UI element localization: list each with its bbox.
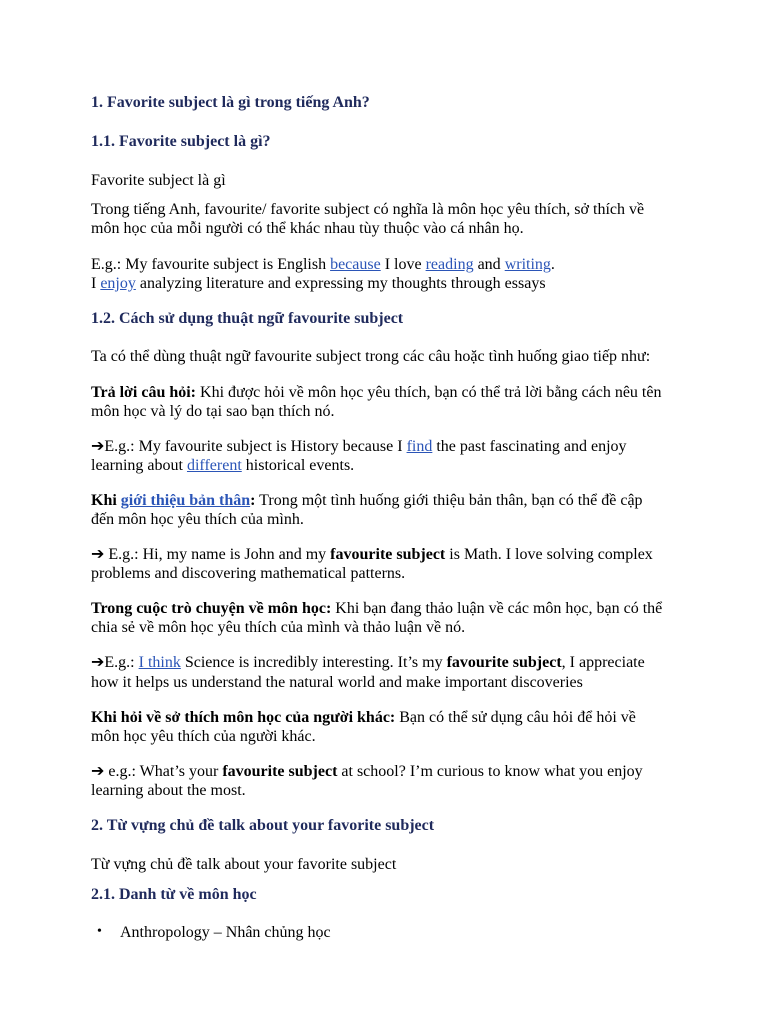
list-item-text: Anthropology – Nhân chủng học [120,924,331,941]
example-bold: favourite subject [222,763,338,780]
heading-1-2: 1.2. Cách sử dụng thuật ngữ favourite subject [91,310,404,327]
image-caption: Favorite subject là gì [91,172,226,189]
usage-asking-line [91,708,636,727]
example-bold: favourite subject [330,546,446,563]
paragraph-line: môn học của mỗi người có thể khác nhau tùy thuộc vào cá nhân họ. [91,220,524,237]
usage-label: : [250,492,256,509]
example-line [91,653,645,672]
link-different[interactable]: different [186,457,242,474]
heading-2-1: 2.1. Danh từ về môn học [91,886,257,903]
arrow-icon: ➔ [91,763,105,780]
usage-text: Khi được hỏi về môn học yêu thích, bạn có thể trả lời bằng cách nêu tên [196,384,662,401]
paragraph-line: Trong tiếng Anh, favourite/ favorite subject có nghĩa là môn học yêu thích, sở thích về [91,201,645,218]
usage-answer-line [91,383,661,402]
example-line: learning about the most. [91,782,246,799]
image-caption: Từ vựng chủ đề talk about your favorite subject [91,856,397,873]
usage-asking-line: môn học yêu thích của người khác. [91,728,316,745]
example-line [91,437,627,456]
example-text: E.g.: My favourite subject is English [91,256,331,273]
example-text: , I appreciate [561,654,645,671]
example-line [91,762,643,781]
example-text: Science is incredibly interesting. It’s my [180,654,447,671]
example-text: E.g.: [104,654,139,671]
usage-text: Trong một tình huống giới thiệu bản thân, bạn có thể đề cập [255,492,643,509]
link-enjoy[interactable]: enjoy [100,275,136,292]
example-text: E.g.: My favourite subject is History because I [104,438,407,455]
heading-section-2: 2. Từ vựng chủ đề talk about your favorite subject [91,817,435,834]
link-find[interactable]: find [406,438,433,455]
example-line: how it helps us understand the natural world and make important discoveries [91,674,583,691]
arrow-icon: ➔ [91,546,105,563]
example-text: historical events. [241,457,355,474]
usage-text: Bạn có thể sử dụng câu hỏi để hỏi về [395,709,636,726]
arrow-icon: ➔ [91,654,105,671]
example-text: analyzing literature and expressing my thoughts through essays [135,275,546,292]
heading-1-1: 1.1. Favorite subject là gì? [91,133,271,150]
example-text: e.g.: What’s your [104,763,223,780]
usage-text: Khi bạn đang thảo luận về các môn học, bạn có thể [331,600,663,617]
usage-conversation-line: chia sẻ về môn học yêu thích của mình và thảo luận về nó. [91,619,466,636]
link-writing[interactable]: writing [504,256,551,273]
usage-answer-line: môn học và lý do tại sao bạn thích nó. [91,403,335,420]
usage-label: Trong cuộc trò chuyện về môn học: [91,600,332,617]
usage-label: Khi [91,492,121,509]
usage-label: Khi hỏi về sở thích môn học của người khác: [91,709,396,726]
link-gioi-thieu-ban-than[interactable]: giới thiệu bản thân [120,492,251,509]
example-text: is Math. I love solving complex [445,546,653,563]
arrow-icon: ➔ [91,438,105,455]
usage-intro-line [91,491,643,510]
usage-conversation-line [91,599,662,618]
example-text: . [550,256,555,273]
example-text: I [91,275,101,292]
example-text: at school? I’m curious to know what you enjoy [337,763,643,780]
example-line [91,456,354,475]
example-text: learning about [91,457,187,474]
example-text: E.g.: Hi, my name is John and my [104,546,331,563]
link-i-think[interactable]: I think [138,654,181,671]
usage-label: Trả lời câu hỏi: [91,384,197,401]
link-because[interactable]: because [330,256,381,273]
example-bold: favourite subject [446,654,562,671]
intro-paragraph: Ta có thể dùng thuật ngữ favourite subject trong các câu hoặc tình huống giao tiếp như: [91,348,651,365]
example-line [91,274,546,293]
heading-section-1: 1. Favorite subject là gì trong tiếng Anh? [91,94,370,111]
example-line [91,255,555,274]
link-reading[interactable]: reading [425,256,474,273]
example-line: problems and discovering mathematical patterns. [91,565,406,582]
example-line [91,545,653,564]
usage-intro-line: đến môn học yêu thích của mình. [91,511,304,528]
example-text: and [473,256,505,273]
example-text: the past fascinating and enjoy [432,438,627,455]
bullet-icon: • [97,924,102,939]
example-text: I love [380,256,426,273]
